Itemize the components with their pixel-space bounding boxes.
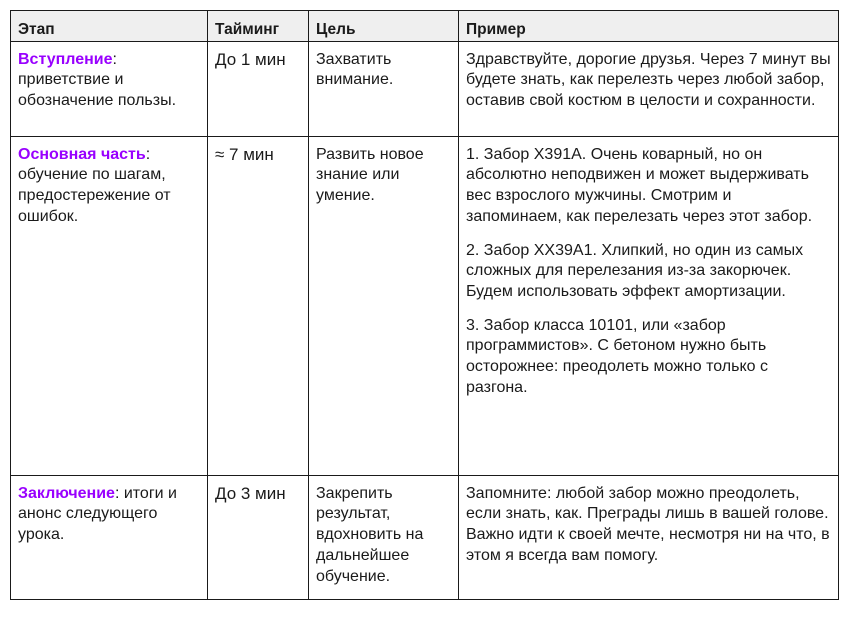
- example-paragraph: Запомните: любой забор можно преодолеть, если знать, как. Преграды лишь в вашей голове. Важно идти к своей мечте, несмотря ни на что, в этом я всегда вам помогу.: [466, 484, 830, 564]
- timing-cell: До 1 мин: [208, 41, 309, 136]
- lesson-plan-table: [10, 10, 839, 600]
- stage-cell: [11, 475, 208, 599]
- goal-cell: Развить новое знание или умение.: [309, 136, 459, 475]
- timing-cell: ≈ 7 мин: [208, 136, 309, 475]
- example-paragraph: 2. Забор ХХ39А1. Хлипкий, но один из самых сложных для перелезания из-за закорючек. Будем использовать эффект амортизации.: [466, 241, 804, 300]
- example-cell: [459, 475, 839, 599]
- stage-text: : обучение по шагам, предостережение от ошибок.: [18, 145, 171, 225]
- table-row: [11, 136, 839, 475]
- table-header-row: [11, 11, 839, 42]
- header-example: Пример: [459, 11, 839, 42]
- example-paragraph: 1. Забор Х391А. Очень коварный, но он абсолютно неподвижен и может выдерживать вес взрослого мужчины. Смотрим и запоминаем, как перелезать через этот забор.: [466, 145, 813, 225]
- timing-cell: До 3 мин: [208, 475, 309, 599]
- header-stage: Этап: [11, 11, 208, 42]
- header-goal: Цель: [309, 11, 459, 42]
- example-paragraph: Здравствуйте, дорогие друзья. Через 7 минут вы будете знать, как перелезть через любой забор, оставив свой костюм в целости и сохранности.: [466, 50, 831, 110]
- stage-cell: [11, 41, 208, 136]
- stage-title: Вступление: [18, 50, 113, 68]
- example-cell: [459, 136, 839, 475]
- goal-cell: Закрепить результат, вдохновить на дальнейшее обучение.: [309, 475, 459, 599]
- table-row: [11, 41, 839, 136]
- example-cell: [459, 41, 839, 136]
- stage-text: : итоги и анонс следующего урока.: [18, 484, 177, 544]
- goal-cell: Захватить внимание.: [309, 41, 459, 136]
- stage-text: : приветствие и обозначение пользы.: [18, 50, 177, 110]
- stage-title: Основная часть: [18, 145, 146, 163]
- example-paragraph: 3. Забор класса 10101, или «забор программистов». С бетоном нужно быть осторожнее: преодолеть можно только с разгона.: [466, 316, 768, 396]
- table-row: [11, 475, 839, 599]
- stage-title: Заключение: [18, 484, 115, 502]
- stage-cell: [11, 136, 208, 475]
- header-timing: Тайминг: [208, 11, 309, 42]
